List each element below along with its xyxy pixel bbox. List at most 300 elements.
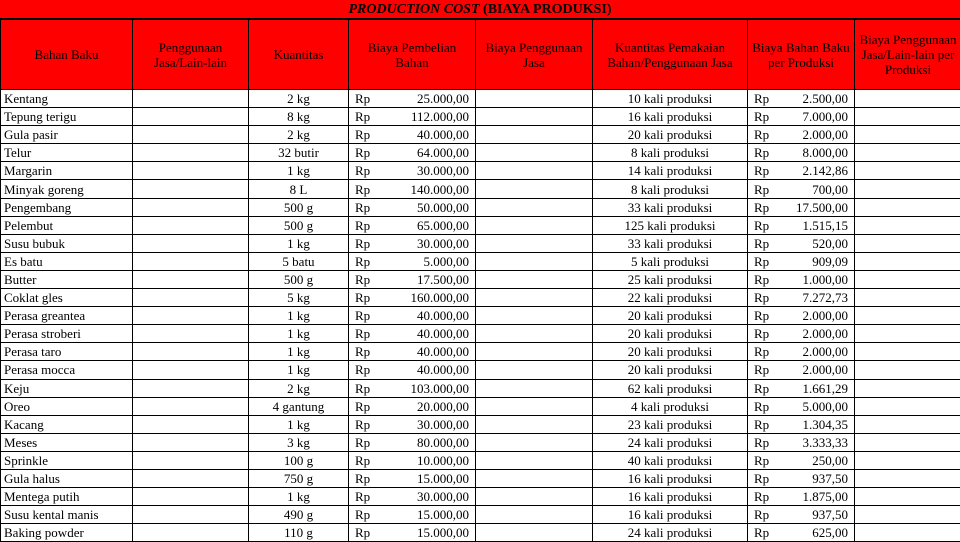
header-cell[interactable]: Biaya Bahan Baku per Produksi	[748, 20, 855, 90]
cell-bahan[interactable]	[1, 488, 133, 506]
cell-qty[interactable]	[249, 469, 349, 487]
cell-jasa[interactable]	[133, 415, 249, 433]
cell-jasa[interactable]	[133, 325, 249, 343]
cell-biaya-jasa[interactable]	[476, 325, 593, 343]
bahan-text: Pengembang	[4, 200, 71, 215]
cell-per-produksi[interactable]	[748, 108, 855, 126]
cell-qty[interactable]	[249, 433, 349, 451]
currency-label: Rp	[355, 524, 370, 541]
cell-biaya-jasa[interactable]	[476, 469, 593, 487]
cell-bahan[interactable]	[1, 252, 133, 270]
cell-jasa-per-produksi[interactable]	[855, 307, 960, 325]
cell-bahan[interactable]	[1, 270, 133, 288]
cell-pakai[interactable]	[593, 90, 748, 108]
table-row	[1, 488, 960, 506]
cell-beli[interactable]	[349, 524, 476, 542]
cell-qty[interactable]	[249, 451, 349, 469]
cell-qty[interactable]	[249, 289, 349, 307]
currency-label: Rp	[754, 452, 769, 469]
cell-jasa-per-produksi[interactable]	[855, 451, 960, 469]
cell-qty[interactable]	[249, 216, 349, 234]
bahan-text: Coklat gles	[4, 290, 63, 305]
pakai-text: 23 kali produksi	[628, 417, 713, 432]
header-cell[interactable]: Bahan Baku	[1, 20, 133, 90]
cell-jasa[interactable]	[133, 144, 249, 162]
qty-text: 4 gantung	[273, 399, 325, 414]
per-value: 7.000,00	[803, 108, 849, 125]
cell-pakai[interactable]	[593, 234, 748, 252]
cell-biaya-jasa[interactable]	[476, 307, 593, 325]
cell-qty[interactable]	[249, 506, 349, 524]
cell-biaya-jasa[interactable]	[476, 379, 593, 397]
per-value: 2.000,00	[803, 325, 849, 342]
cell-per-produksi[interactable]	[748, 126, 855, 144]
cell-qty[interactable]	[249, 415, 349, 433]
cell-biaya-jasa[interactable]	[476, 144, 593, 162]
cell-bahan[interactable]	[1, 289, 133, 307]
currency-label: Rp	[355, 398, 370, 415]
per-value: 1.304,35	[803, 416, 849, 433]
cell-per-produksi[interactable]	[748, 451, 855, 469]
cell-pakai[interactable]	[593, 270, 748, 288]
per-value: 1.661,29	[803, 380, 849, 397]
cell-beli[interactable]	[349, 216, 476, 234]
cell-per-produksi[interactable]	[748, 325, 855, 343]
qty-text: 1 kg	[287, 236, 310, 251]
cell-jasa[interactable]	[133, 108, 249, 126]
cell-jasa-per-produksi[interactable]	[855, 325, 960, 343]
currency-label: Rp	[754, 126, 769, 143]
cell-pakai[interactable]	[593, 307, 748, 325]
bahan-text: Meses	[4, 435, 37, 450]
cell-jasa[interactable]	[133, 361, 249, 379]
cell-per-produksi[interactable]	[748, 198, 855, 216]
cell-pakai[interactable]	[593, 144, 748, 162]
cell-beli[interactable]	[349, 307, 476, 325]
qty-text: 2 kg	[287, 127, 310, 142]
cell-beli[interactable]	[349, 162, 476, 180]
table-row	[1, 252, 960, 270]
cell-bahan[interactable]	[1, 343, 133, 361]
bahan-text: Butter	[4, 272, 37, 287]
cell-beli[interactable]	[349, 180, 476, 198]
bahan-text: Es batu	[4, 254, 43, 269]
cell-jasa[interactable]	[133, 343, 249, 361]
bahan-text: Susu bubuk	[4, 236, 65, 251]
cell-bahan[interactable]	[1, 469, 133, 487]
currency-label: Rp	[355, 434, 370, 451]
cell-qty[interactable]	[249, 198, 349, 216]
qty-text: 5 batu	[282, 254, 314, 269]
cell-beli[interactable]	[349, 397, 476, 415]
table-row	[1, 108, 960, 126]
cell-pakai[interactable]	[593, 108, 748, 126]
cell-jasa[interactable]	[133, 252, 249, 270]
cell-pakai[interactable]	[593, 469, 748, 487]
cell-per-produksi[interactable]	[748, 415, 855, 433]
cell-biaya-jasa[interactable]	[476, 397, 593, 415]
cell-beli[interactable]	[349, 108, 476, 126]
cell-qty[interactable]	[249, 524, 349, 542]
per-value: 250,00	[812, 452, 848, 469]
cell-bahan[interactable]	[1, 397, 133, 415]
cell-jasa-per-produksi[interactable]	[855, 126, 960, 144]
cell-jasa[interactable]	[133, 433, 249, 451]
cell-biaya-jasa[interactable]	[476, 289, 593, 307]
currency-label: Rp	[754, 144, 769, 161]
bahan-text: Oreo	[4, 399, 30, 414]
cell-per-produksi[interactable]	[748, 506, 855, 524]
currency-label: Rp	[754, 253, 769, 270]
cell-jasa-per-produksi[interactable]	[855, 270, 960, 288]
cell-jasa[interactable]	[133, 90, 249, 108]
cell-jasa-per-produksi[interactable]	[855, 488, 960, 506]
cell-beli[interactable]	[349, 361, 476, 379]
per-value: 2.000,00	[803, 307, 849, 324]
beli-value: 30.000,00	[417, 162, 469, 179]
cell-per-produksi[interactable]	[748, 270, 855, 288]
cell-jasa-per-produksi[interactable]	[855, 144, 960, 162]
cell-pakai[interactable]	[593, 361, 748, 379]
beli-value: 15.000,00	[417, 470, 469, 487]
per-value: 2.142,86	[803, 162, 849, 179]
qty-text: 500 g	[284, 200, 313, 215]
qty-text: 1 kg	[287, 362, 310, 377]
table-row	[1, 216, 960, 234]
cell-biaya-jasa[interactable]	[476, 415, 593, 433]
cell-jasa[interactable]	[133, 198, 249, 216]
cell-qty[interactable]	[249, 90, 349, 108]
header-cell[interactable]: Biaya Pembelian Bahan	[349, 20, 476, 90]
cell-pakai[interactable]	[593, 216, 748, 234]
cell-jasa[interactable]	[133, 216, 249, 234]
cell-jasa-per-produksi[interactable]	[855, 216, 960, 234]
cell-per-produksi[interactable]	[748, 397, 855, 415]
sheet-title-rest: (BIAYA PRODUKSI)	[480, 2, 612, 17]
cell-jasa-per-produksi[interactable]	[855, 162, 960, 180]
cell-jasa-per-produksi[interactable]	[855, 433, 960, 451]
cell-jasa-per-produksi[interactable]	[855, 90, 960, 108]
cell-biaya-jasa[interactable]	[476, 198, 593, 216]
cell-biaya-jasa[interactable]	[476, 108, 593, 126]
cell-qty[interactable]	[249, 361, 349, 379]
cell-qty[interactable]	[249, 252, 349, 270]
currency-label: Rp	[355, 253, 370, 270]
pakai-text: 20 kali produksi	[628, 127, 713, 142]
cell-jasa-per-produksi[interactable]	[855, 506, 960, 524]
cell-bahan[interactable]	[1, 126, 133, 144]
qty-text: 500 g	[284, 272, 313, 287]
cell-biaya-jasa[interactable]	[476, 126, 593, 144]
bahan-text: Perasa greantea	[4, 308, 85, 323]
cell-jasa[interactable]	[133, 379, 249, 397]
cell-qty[interactable]	[249, 397, 349, 415]
currency-label: Rp	[355, 271, 370, 288]
cell-biaya-jasa[interactable]	[476, 162, 593, 180]
cell-qty[interactable]	[249, 126, 349, 144]
cell-per-produksi[interactable]	[748, 289, 855, 307]
currency-label: Rp	[754, 488, 769, 505]
cell-qty[interactable]	[249, 108, 349, 126]
cell-jasa-per-produksi[interactable]	[855, 524, 960, 542]
per-value: 5.000,00	[803, 398, 849, 415]
currency-label: Rp	[754, 524, 769, 541]
per-value: 1.515,15	[803, 217, 849, 234]
cell-beli[interactable]	[349, 488, 476, 506]
qty-text: 750 g	[284, 471, 313, 486]
cell-beli[interactable]	[349, 343, 476, 361]
pakai-text: 33 kali produksi	[628, 200, 713, 215]
per-value: 937,50	[812, 470, 848, 487]
qty-text: 2 kg	[287, 91, 310, 106]
cell-biaya-jasa[interactable]	[476, 361, 593, 379]
cell-biaya-jasa[interactable]	[476, 234, 593, 252]
cell-jasa-per-produksi[interactable]	[855, 397, 960, 415]
cell-pakai[interactable]	[593, 198, 748, 216]
cell-qty[interactable]	[249, 144, 349, 162]
cell-jasa-per-produksi[interactable]	[855, 379, 960, 397]
cell-qty[interactable]	[249, 180, 349, 198]
cell-bahan[interactable]	[1, 524, 133, 542]
per-value: 937,50	[812, 506, 848, 523]
cell-beli[interactable]	[349, 469, 476, 487]
cell-bahan[interactable]	[1, 506, 133, 524]
cell-bahan[interactable]	[1, 144, 133, 162]
cell-per-produksi[interactable]	[748, 379, 855, 397]
currency-label: Rp	[355, 488, 370, 505]
header-cell[interactable]: Biaya Penggunaan Jasa	[476, 20, 593, 90]
pakai-text: 20 kali produksi	[628, 308, 713, 323]
currency-label: Rp	[754, 199, 769, 216]
cell-qty[interactable]	[249, 234, 349, 252]
per-value: 17.500,00	[796, 199, 848, 216]
cell-beli[interactable]	[349, 198, 476, 216]
qty-text: 2 kg	[287, 381, 310, 396]
cell-jasa-per-produksi[interactable]	[855, 198, 960, 216]
cell-biaya-jasa[interactable]	[476, 252, 593, 270]
cell-biaya-jasa[interactable]	[476, 343, 593, 361]
cell-beli[interactable]	[349, 415, 476, 433]
cell-jasa[interactable]	[133, 506, 249, 524]
cell-beli[interactable]	[349, 144, 476, 162]
qty-text: 1 kg	[287, 417, 310, 432]
cell-biaya-jasa[interactable]	[476, 433, 593, 451]
cell-biaya-jasa[interactable]	[476, 180, 593, 198]
cell-pakai[interactable]	[593, 162, 748, 180]
cell-bahan[interactable]	[1, 325, 133, 343]
cell-beli[interactable]	[349, 289, 476, 307]
pakai-text: 16 kali produksi	[628, 109, 713, 124]
beli-value: 40.000,00	[417, 126, 469, 143]
cell-jasa[interactable]	[133, 307, 249, 325]
cell-jasa[interactable]	[133, 451, 249, 469]
currency-label: Rp	[754, 398, 769, 415]
cell-beli[interactable]	[349, 234, 476, 252]
cell-beli[interactable]	[349, 379, 476, 397]
cell-per-produksi[interactable]	[748, 180, 855, 198]
cell-jasa[interactable]	[133, 234, 249, 252]
cell-bahan[interactable]	[1, 415, 133, 433]
cell-pakai[interactable]	[593, 325, 748, 343]
pakai-text: 24 kali produksi	[628, 435, 713, 450]
cell-pakai[interactable]	[593, 343, 748, 361]
cell-jasa-per-produksi[interactable]	[855, 361, 960, 379]
pakai-text: 20 kali produksi	[628, 362, 713, 377]
cell-pakai[interactable]	[593, 524, 748, 542]
cell-bahan[interactable]	[1, 234, 133, 252]
cell-jasa-per-produksi[interactable]	[855, 252, 960, 270]
cell-per-produksi[interactable]	[748, 307, 855, 325]
cell-biaya-jasa[interactable]	[476, 524, 593, 542]
cell-beli[interactable]	[349, 433, 476, 451]
cell-jasa[interactable]	[133, 270, 249, 288]
cell-bahan[interactable]	[1, 180, 133, 198]
cell-per-produksi[interactable]	[748, 162, 855, 180]
currency-label: Rp	[754, 235, 769, 252]
cell-jasa[interactable]	[133, 524, 249, 542]
currency-label: Rp	[754, 380, 769, 397]
cell-qty[interactable]	[249, 325, 349, 343]
cell-jasa-per-produksi[interactable]	[855, 180, 960, 198]
table-row	[1, 144, 960, 162]
header-cell[interactable]: Kuantitas Pemakaian Bahan/Penggunaan Jasa	[593, 20, 748, 90]
cell-per-produksi[interactable]	[748, 524, 855, 542]
cell-per-produksi[interactable]	[748, 343, 855, 361]
cell-pakai[interactable]	[593, 433, 748, 451]
cell-qty[interactable]	[249, 488, 349, 506]
cell-per-produksi[interactable]	[748, 488, 855, 506]
per-value: 1.000,00	[803, 271, 849, 288]
cell-bahan[interactable]	[1, 379, 133, 397]
cell-biaya-jasa[interactable]	[476, 90, 593, 108]
cell-jasa-per-produksi[interactable]	[855, 343, 960, 361]
cell-pakai[interactable]	[593, 506, 748, 524]
bahan-text: Kentang	[4, 91, 48, 106]
cell-bahan[interactable]	[1, 162, 133, 180]
bahan-text: Gula pasir	[4, 127, 58, 142]
currency-label: Rp	[754, 343, 769, 360]
cell-pakai[interactable]	[593, 379, 748, 397]
currency-label: Rp	[754, 90, 769, 107]
cell-jasa-per-produksi[interactable]	[855, 108, 960, 126]
cell-jasa-per-produksi[interactable]	[855, 289, 960, 307]
header-cell[interactable]: Kuantitas	[249, 20, 349, 90]
cell-jasa[interactable]	[133, 162, 249, 180]
cell-pakai[interactable]	[593, 397, 748, 415]
currency-label: Rp	[355, 144, 370, 161]
beli-value: 140.000,00	[411, 181, 470, 198]
cell-bahan[interactable]	[1, 451, 133, 469]
qty-text: 8 L	[290, 182, 308, 197]
qty-text: 100 g	[284, 453, 313, 468]
cell-jasa[interactable]	[133, 126, 249, 144]
cell-pakai[interactable]	[593, 252, 748, 270]
cell-per-produksi[interactable]	[748, 433, 855, 451]
cell-per-produksi[interactable]	[748, 252, 855, 270]
cell-jasa[interactable]	[133, 469, 249, 487]
cell-bahan[interactable]	[1, 108, 133, 126]
cell-per-produksi[interactable]	[748, 216, 855, 234]
cell-per-produksi[interactable]	[748, 361, 855, 379]
cell-beli[interactable]	[349, 270, 476, 288]
header-cell[interactable]: Biaya Penggunaan Jasa/Lain-lain per Produksi	[855, 20, 960, 90]
cell-beli[interactable]	[349, 451, 476, 469]
cell-jasa[interactable]	[133, 180, 249, 198]
currency-label: Rp	[355, 217, 370, 234]
cell-qty[interactable]	[249, 162, 349, 180]
cell-pakai[interactable]	[593, 180, 748, 198]
beli-value: 40.000,00	[417, 307, 469, 324]
cell-jasa[interactable]	[133, 488, 249, 506]
per-value: 1.875,00	[803, 488, 849, 505]
cell-jasa-per-produksi[interactable]	[855, 469, 960, 487]
cell-jasa-per-produksi[interactable]	[855, 415, 960, 433]
cell-pakai[interactable]	[593, 415, 748, 433]
cell-qty[interactable]	[249, 343, 349, 361]
cell-bahan[interactable]	[1, 198, 133, 216]
beli-value: 5.000,00	[424, 253, 470, 270]
cell-per-produksi[interactable]	[748, 144, 855, 162]
cell-beli[interactable]	[349, 325, 476, 343]
cell-bahan[interactable]	[1, 433, 133, 451]
qty-text: 32 butir	[278, 145, 319, 160]
cell-bahan[interactable]	[1, 361, 133, 379]
cell-per-produksi[interactable]	[748, 469, 855, 487]
cell-beli[interactable]	[349, 90, 476, 108]
currency-label: Rp	[355, 289, 370, 306]
table-row	[1, 451, 960, 469]
header-cell[interactable]: Penggunaan Jasa/Lain-lain	[133, 20, 249, 90]
cell-bahan[interactable]	[1, 216, 133, 234]
bahan-text: Keju	[4, 381, 29, 396]
cell-bahan[interactable]	[1, 90, 133, 108]
cell-beli[interactable]	[349, 252, 476, 270]
beli-value: 20.000,00	[417, 398, 469, 415]
cell-jasa[interactable]	[133, 289, 249, 307]
cell-biaya-jasa[interactable]	[476, 216, 593, 234]
cell-pakai[interactable]	[593, 126, 748, 144]
bahan-text: Perasa mocca	[4, 362, 75, 377]
pakai-text: 16 kali produksi	[628, 507, 713, 522]
cell-pakai[interactable]	[593, 451, 748, 469]
table-row	[1, 361, 960, 379]
pakai-text: 16 kali produksi	[628, 471, 713, 486]
qty-text: 8 kg	[287, 109, 310, 124]
table-row	[1, 198, 960, 216]
cell-jasa[interactable]	[133, 397, 249, 415]
cell-bahan[interactable]	[1, 307, 133, 325]
cell-biaya-jasa[interactable]	[476, 270, 593, 288]
cell-qty[interactable]	[249, 270, 349, 288]
cell-pakai[interactable]	[593, 289, 748, 307]
cell-qty[interactable]	[249, 307, 349, 325]
cell-biaya-jasa[interactable]	[476, 506, 593, 524]
pakai-text: 62 kali produksi	[628, 381, 713, 396]
qty-text: 500 g	[284, 218, 313, 233]
cell-pakai[interactable]	[593, 488, 748, 506]
cell-beli[interactable]	[349, 506, 476, 524]
cell-biaya-jasa[interactable]	[476, 488, 593, 506]
cell-per-produksi[interactable]	[748, 90, 855, 108]
table-row	[1, 126, 960, 144]
table-row	[1, 415, 960, 433]
cell-beli[interactable]	[349, 126, 476, 144]
bahan-text: Sprinkle	[4, 453, 48, 468]
cell-biaya-jasa[interactable]	[476, 451, 593, 469]
cell-jasa-per-produksi[interactable]	[855, 234, 960, 252]
cell-qty[interactable]	[249, 379, 349, 397]
cell-per-produksi[interactable]	[748, 234, 855, 252]
